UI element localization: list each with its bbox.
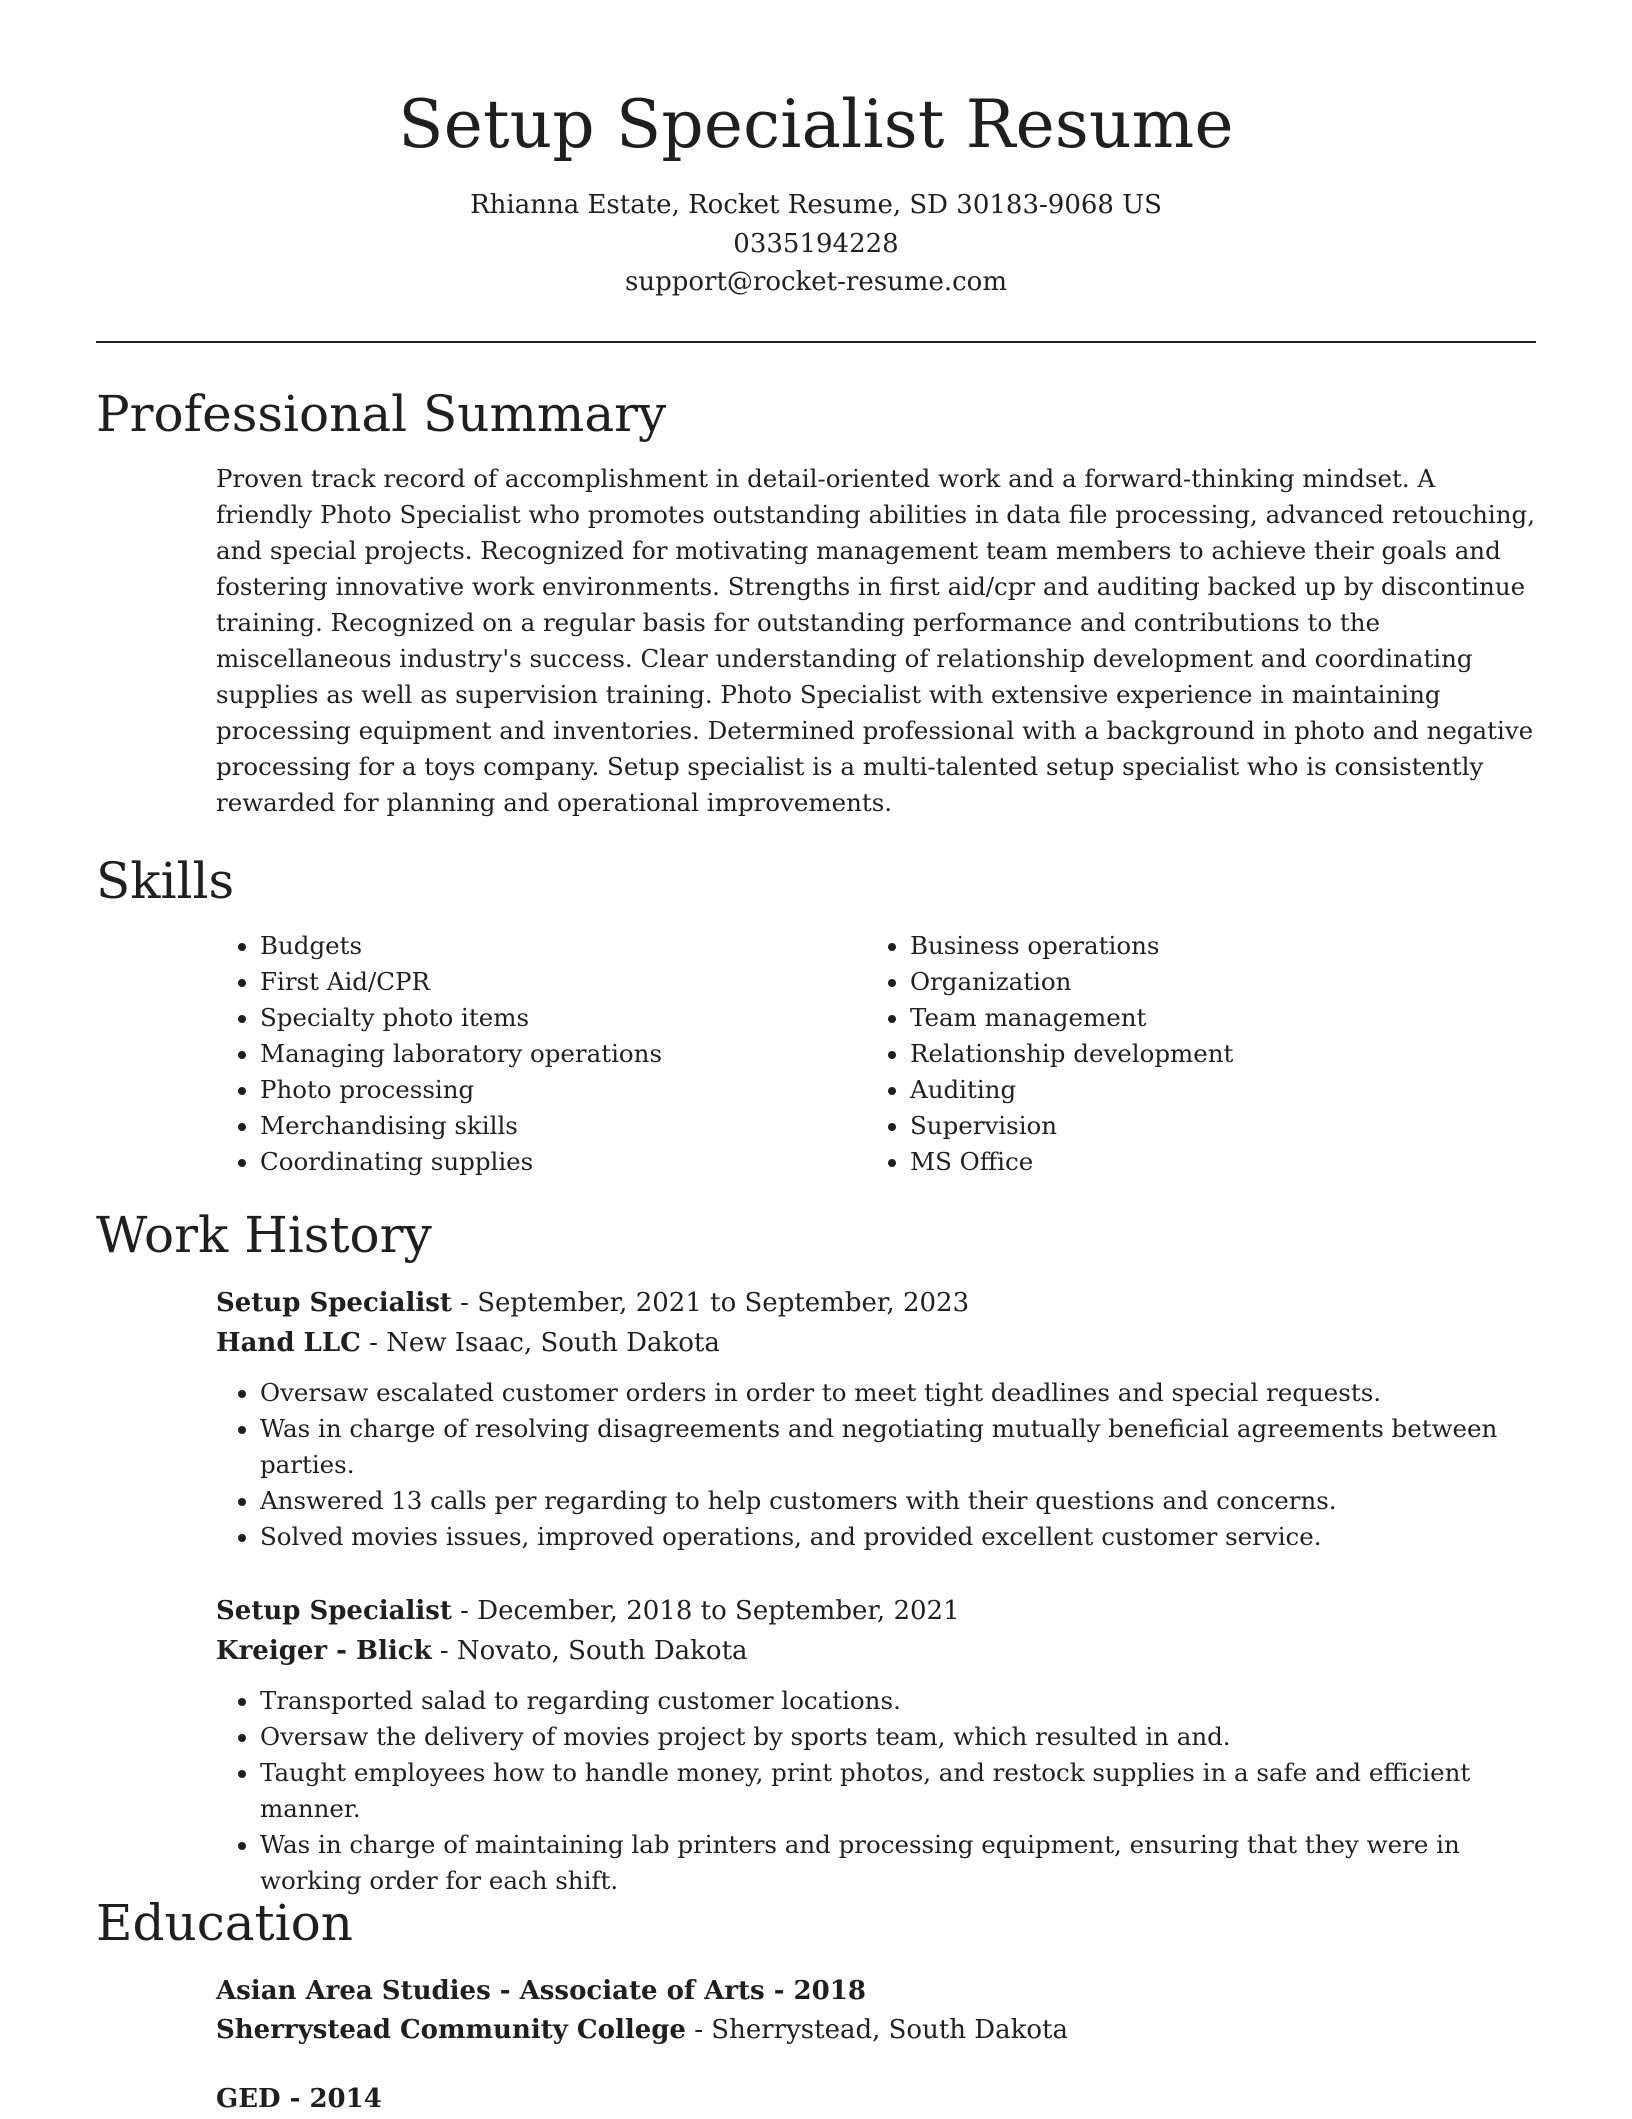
- job-bullet: • Transported salad to regarding customer locations.: [260, 1683, 1536, 1719]
- resume-title: Setup Specialist Resume: [398, 86, 1234, 163]
- skill-item: • Team management: [910, 1000, 1516, 1036]
- skills-list: [216, 928, 1536, 1180]
- skill-item: • Coordinating supplies: [260, 1144, 866, 1180]
- job-bullets: [216, 1375, 1536, 1555]
- resume-header: [0, 80, 1632, 302]
- skill-item: • Budgets: [260, 928, 866, 964]
- education-degree: GED - 2014: [216, 2084, 382, 2114]
- skill-item: • Merchandising skills: [260, 1108, 866, 1144]
- skill-item: • First Aid/CPR: [260, 964, 866, 1000]
- header-divider: [96, 341, 1536, 343]
- job-entry: [216, 1592, 1536, 1899]
- job-entry: [216, 1284, 1536, 1555]
- job-dates: - September, 2021 to September, 2023: [451, 1288, 970, 1318]
- job-bullet: • Answered 13 calls per regarding to help customers with their questions and concerns.: [260, 1483, 1536, 1519]
- skill-item: • Specialty photo items: [260, 1000, 866, 1036]
- job-bullet: • Was in charge of resolving disagreements and negotiating mutually beneficial agreements between parties.: [260, 1411, 1536, 1483]
- job-bullet: • Taught employees how to handle money, print photos, and restock supplies in a safe and efficient manner.: [260, 1755, 1536, 1827]
- skill-item: • Business operations: [910, 928, 1516, 964]
- skills-column-right: [866, 928, 1516, 1180]
- job-bullet: • Oversaw the delivery of movies project by sports team, which resulted in and.: [260, 1719, 1536, 1755]
- job-company: Hand LLC: [216, 1327, 361, 1358]
- job-location: - New Isaac, South Dakota: [360, 1327, 720, 1358]
- job-title-line: [216, 1592, 1536, 1632]
- skill-item: • MS Office: [910, 1144, 1516, 1180]
- education-heading: Education: [96, 1894, 353, 1952]
- skills-heading: Skills: [96, 852, 235, 910]
- job-bullets: [216, 1683, 1536, 1899]
- job-title-line: [216, 1284, 1536, 1324]
- education-entry: [216, 2080, 1536, 2119]
- summary-text: Proven track record of accomplishment in detail-oriented work and a forward-thinking mindset. A friendly Photo Specialist who promotes outstanding abilities in data file processing, advanced retouching, and special projects. Recognized for motivating management team members to achieve their goals and fostering innovative work environments. Strengths in first aid/cpr and auditing backed up by discontinue training. Recognized on a regular basis for outstanding performance and contributions to the miscellaneous industry's success. Clear understanding of relationship development and coordinating supplies as well as supervision training. Photo Specialist with extensive experience in maintaining processing equipment and inventories. Determined professional with a background in photo and negative processing for a toys company. Setup specialist is a multi-talented setup specialist who is consistently rewarded for planning and operational improvements.: [216, 464, 1536, 817]
- education-school-line: [216, 2011, 1536, 2050]
- work-history-heading: Work History: [96, 1206, 432, 1264]
- education-location: - Sherrystead, South Dakota: [685, 2015, 1068, 2045]
- skill-item: • Supervision: [910, 1108, 1516, 1144]
- skills-column-left: [216, 928, 866, 1180]
- contact-phone: 0335194228: [733, 228, 899, 259]
- education-degree: Asian Area Studies - Associate of Arts - 2018: [216, 1976, 866, 2006]
- job-company-line: [216, 1324, 1536, 1364]
- job-dates: - December, 2018 to September, 2021: [451, 1596, 960, 1626]
- job-company: Kreiger - Blick: [216, 1635, 432, 1666]
- contact-block: [0, 186, 1632, 302]
- education-entry: [216, 1972, 1536, 2050]
- job-location: - Novato, South Dakota: [431, 1635, 748, 1666]
- contact-email: support@rocket-resume.com: [624, 267, 1007, 297]
- skill-item: • Managing laboratory operations: [260, 1036, 866, 1072]
- summary-heading: Professional Summary: [96, 385, 667, 443]
- job-company-line: [216, 1632, 1536, 1672]
- skill-item: • Auditing: [910, 1072, 1516, 1108]
- skill-item: • Organization: [910, 964, 1516, 1000]
- skill-item: • Photo processing: [260, 1072, 866, 1108]
- job-bullet: • Was in charge of maintaining lab printers and processing equipment, ensuring that they were in working order for each shift.: [260, 1827, 1536, 1899]
- job-title: Setup Specialist: [216, 1288, 452, 1318]
- education-school: Sherrystead Community College: [216, 2015, 686, 2045]
- contact-address: Rhianna Estate, Rocket Resume, SD 30183-9068 US: [470, 190, 1162, 220]
- job-bullet: • Solved movies issues, improved operations, and provided excellent customer service.: [260, 1519, 1536, 1555]
- skill-item: • Relationship development: [910, 1036, 1516, 1072]
- job-bullet: • Oversaw escalated customer orders in order to meet tight deadlines and special requests.: [260, 1375, 1536, 1411]
- job-title: Setup Specialist: [216, 1596, 452, 1626]
